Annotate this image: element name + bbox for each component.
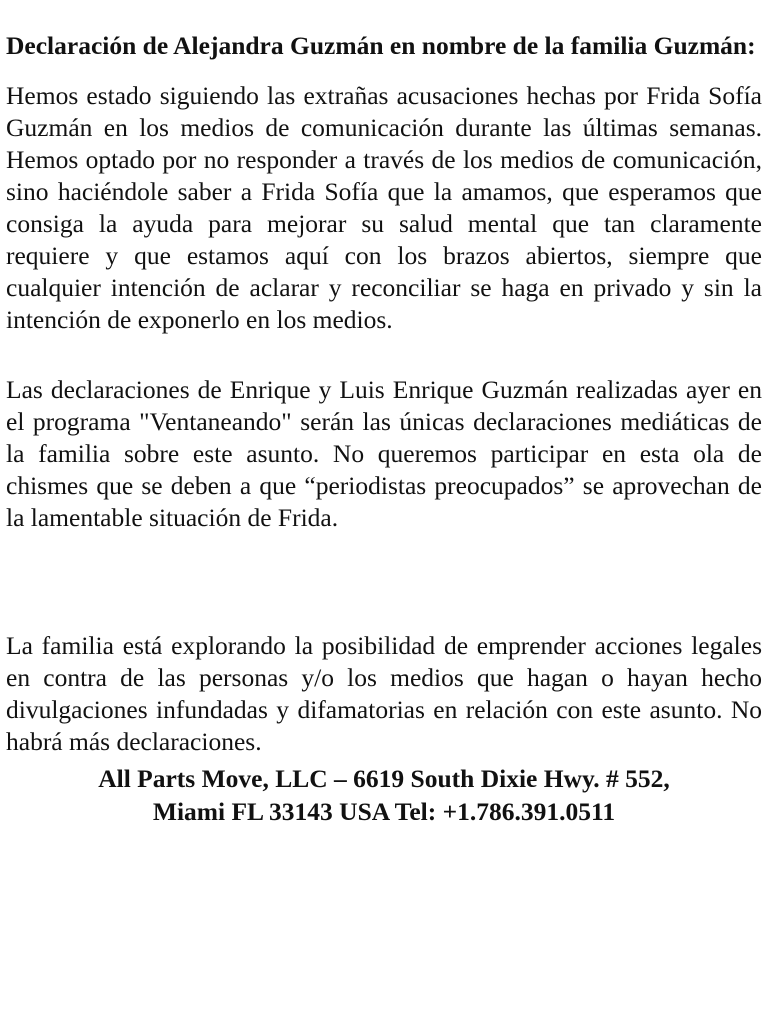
footer-address-line: All Parts Move, LLC – 6619 South Dixie Hwy. # 552,	[98, 764, 670, 793]
statement-paragraph-3: La familia está explorando la posibilidad de emprender acciones legales en contra de las personas y/o los medios que hagan o hayan hecho divulgaciones infundadas y difamatorias en relación con este asunto. No habrá más declaraciones.	[6, 631, 762, 756]
statement-paragraph-2: Las declaraciones de Enrique y Luis Enrique Guzmán realizadas ayer en el programa "Ventaneando" serán las únicas declaraciones mediáticas de la familia sobre este asunto. No queremos participar en esta ola de chismes que se deben a que “periodistas preocupados” se aprovechan de la lamentable situación de Frida.	[6, 375, 762, 532]
footer-contact-line: Miami FL 33143 USA Tel: +1.786.391.0511	[152, 797, 616, 826]
company-address-footer	[6, 762, 762, 828]
statement-paragraph-1: Hemos estado siguiendo las extrañas acusaciones hechas por Frida Sofía Guzmán en los medios de comunicación durante las últimas semanas. Hemos optado por no responder a través de los medios de comunicación, sino haciéndole saber a Frida Sofía que la amamos, que esperamos que consiga la ayuda para mejorar su salud mental que tan claramente requiere y que estamos aquí con los brazos abiertos, siempre que cualquier intención de aclarar y reconciliar se haga en privado y sin la intención de exponerlo en los medios.	[6, 81, 762, 334]
statement-title: Declaración de Alejandra Guzmán en nombre de la familia Guzmán:	[6, 31, 756, 60]
